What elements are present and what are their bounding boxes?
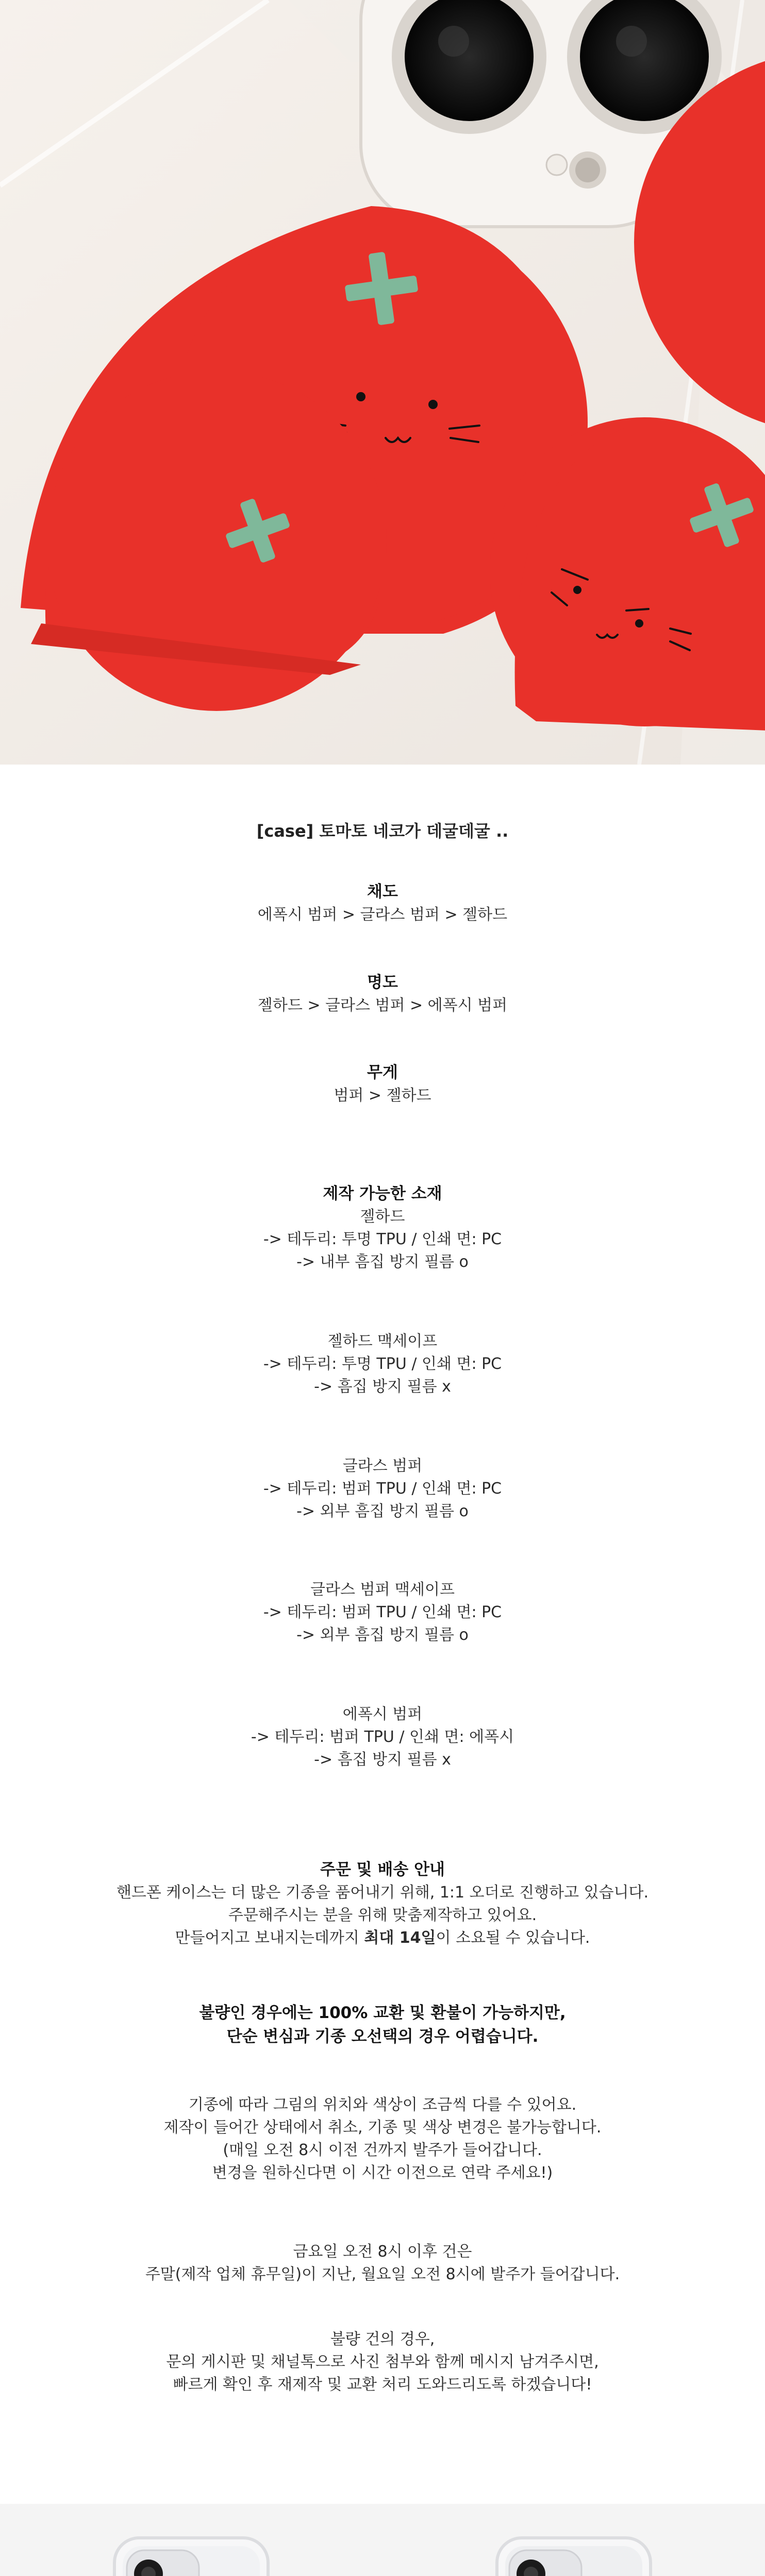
weight-block: [0, 1061, 765, 1107]
phone-case-clear-magsafe-image: [111, 2535, 271, 2576]
notice-line: 제작이 들어간 상태에서 취소, 기종 및 색상 변경은 불가능합니다.: [163, 2119, 602, 2137]
defect-line: 불량 건의 경우,: [330, 2330, 435, 2348]
refund-block: [0, 2001, 765, 2048]
material-line: -> 내부 흠집 방지 필름 o: [296, 1253, 469, 1271]
tomato-case-illustration: [0, 0, 765, 765]
notice-block: [0, 2094, 765, 2184]
defect-block: [0, 2328, 765, 2396]
shipping-text: 이 소요될 수 있습니다.: [436, 1929, 590, 1947]
weekend-line: 금요일 오전 8시 이후 건은: [293, 2243, 472, 2261]
shipping-line: 핸드폰 케이스는 더 많은 기종을 품어내기 위해, 1:1 오더로 진행하고 있습니다.: [116, 1884, 649, 1902]
hardness-heading: 채도: [367, 883, 398, 901]
notice-line: 기종에 따라 그림의 위치와 색상이 조금씩 다를 수 있어요.: [188, 2096, 577, 2114]
material-name: 젤하드 맥세이프: [327, 1332, 438, 1350]
material-line: -> 테두리: 투명 TPU / 인쇄 면: PC: [263, 1355, 502, 1373]
refund-line: 불량인 경우에는 100% 교환 및 환불이 가능하지만,: [199, 2004, 566, 2022]
material-line: -> 흠집 방지 필름 x: [314, 1751, 451, 1769]
materials-block: [0, 1182, 765, 1274]
shipping-block: [0, 1858, 765, 1950]
material-name: 글라스 범퍼 맥세이프: [310, 1581, 455, 1599]
material-line: -> 흠집 방지 필름 x: [314, 1378, 451, 1396]
material-name: 에폭시 범퍼: [342, 1705, 423, 1723]
material-item: [0, 1455, 765, 1523]
weekend-line: 주말(제작 업체 휴무일)이 지난, 월요일 오전 8시에 발주가 들어갑니다.: [145, 2265, 620, 2283]
material-line: -> 테두리: 투명 TPU / 인쇄 면: PC: [263, 1230, 502, 1248]
material-line: -> 외부 흠집 방지 필름 o: [296, 1626, 469, 1644]
shipping-line: 주문해주시는 분을 위해 맞춤제작하고 있어요.: [228, 1906, 537, 1924]
refund-line: 단순 변심과 기종 오선택의 경우 어렵습니다.: [226, 2027, 539, 2046]
material-line: -> 테두리: 범퍼 TPU / 인쇄 면: 에폭시: [251, 1728, 514, 1746]
material-item: [0, 1703, 765, 1771]
materials-heading: 제작 가능한 소재: [323, 1184, 442, 1203]
material-name: 글라스 범퍼: [342, 1457, 423, 1475]
notice-line: (매일 오전 8시 이전 건까지 발주가 들어갑니다.: [223, 2141, 542, 2159]
material-item: [0, 1579, 765, 1647]
material-name: 젤하드: [360, 1208, 405, 1226]
phone-case-clear-image: [494, 2535, 654, 2576]
weight-text: 범퍼 > 젤하드: [334, 1087, 431, 1105]
product-card-clear-magsafe: [0, 2504, 382, 2576]
clarity-heading: 명도: [367, 973, 398, 992]
clarity-block: [0, 971, 765, 1017]
shipping-heading: 주문 및 배송 안내: [320, 1860, 445, 1879]
material-line: -> 외부 흠집 방지 필름 o: [296, 1502, 469, 1520]
defect-line: 문의 게시판 및 채널톡으로 사진 첨부와 함께 메시지 남겨주시면,: [166, 2353, 599, 2371]
hardness-block: [0, 880, 765, 926]
material-item: [0, 1330, 765, 1398]
shipping-line: [0, 1927, 765, 1950]
defect-line: 빠르게 확인 후 재제작 및 교환 처리 도와드리도록 하겠습니다!: [173, 2376, 592, 2394]
product-title: [case] 토마토 네코가 데굴데굴 ..: [256, 821, 509, 841]
material-line: -> 테두리: 범퍼 TPU / 인쇄 면: PC: [263, 1480, 502, 1498]
hardness-text: 에폭시 범퍼 > 글라스 범퍼 > 젤하드: [257, 906, 508, 924]
hero-photo: [0, 0, 765, 765]
max-days-emphasis: 최대 14일: [364, 1929, 436, 1947]
material-line: -> 테두리: 범퍼 TPU / 인쇄 면: PC: [263, 1603, 502, 1621]
clarity-text: 젤하드 > 글라스 범퍼 > 에폭시 범퍼: [257, 996, 508, 1014]
notice-line: 변경을 원하신다면 이 시간 이전으로 연락 주세요!): [212, 2164, 553, 2182]
shipping-text: 만들어지고 보내지는데까지: [175, 1929, 364, 1947]
product-card-clear: [382, 2504, 765, 2576]
weight-heading: 무게: [367, 1063, 398, 1082]
product-types-grid: [0, 2504, 765, 2576]
weekend-block: [0, 2241, 765, 2286]
